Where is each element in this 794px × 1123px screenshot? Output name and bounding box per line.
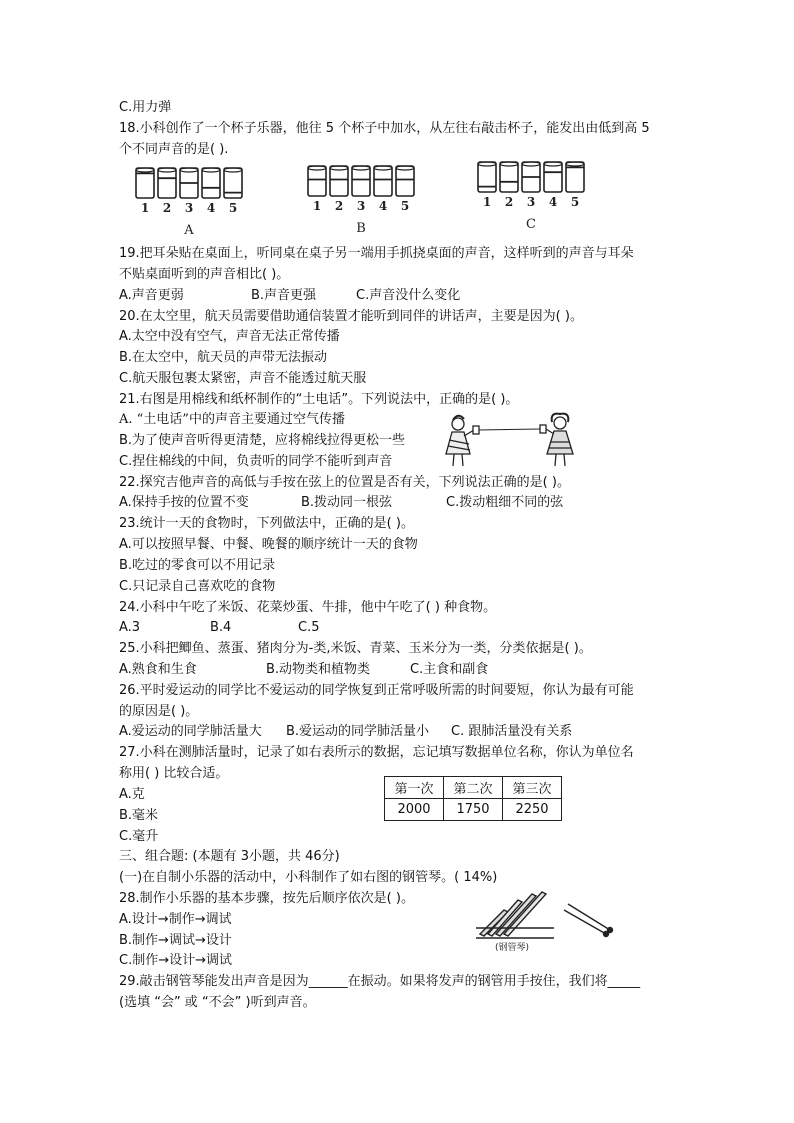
q22-option-c: C.拨动粗细不同的弦 (446, 495, 564, 510)
q28-stem: 28.制作小乐器的基本步骤，按先后顺序依次是( )。 (119, 891, 414, 906)
q21-option-c: C.捏住棉线的中间，负责听的同学不能听到声音 (119, 454, 393, 469)
cup-number: 1 (312, 199, 322, 213)
q19-option-a: A.声音更弱 (119, 288, 184, 303)
pipe-xylophone-figure (474, 890, 624, 952)
q20-option-b: B.在太空中，航天员的声带无法振动 (119, 350, 328, 365)
cup-number: 2 (162, 201, 172, 215)
q19-stem: 19.把耳朵贴在桌面上，听同桌在桌子另一端用手抓挠桌面的声音，这样听到的声音与耳朵 (119, 246, 634, 261)
cup-number: 2 (334, 199, 344, 213)
cup-number: 3 (526, 195, 536, 209)
q24-option-a: A.3 (119, 620, 141, 635)
section-3-heading: 三、组合题: (本题有 3小题，共 46分) (119, 849, 340, 864)
q21-option-b: B.为了使声音听得更清楚，应将棉线拉得更松一些 (119, 433, 406, 448)
q25-option-a: A.熟食和生食 (119, 662, 197, 677)
q26-stem: 26.平时爱运动的同学比不爱运动的同学恢复到正常呼吸所需的时间要短，你认为最有可能 (119, 683, 634, 698)
q22-option-b: B.拨动同一根弦 (301, 495, 393, 510)
q19-option-c: C.声音没什么变化 (356, 288, 461, 303)
q25-option-b: B.动物类和植物类 (266, 662, 371, 677)
q25-stem: 25.小科把鲫鱼、蒸蛋、猪肉分为-类,米饭、青菜、玉米分为一类，分类依据是( )。 (119, 641, 592, 656)
cup-number: 3 (184, 201, 194, 215)
q26-option-c: C. 跟肺活量没有关系 (451, 724, 573, 739)
table-row (385, 799, 562, 821)
cup-number: 5 (400, 199, 410, 213)
q26-option-a: A.爱运动的同学肺活量大 (119, 724, 262, 739)
pipe-figure-caption: (钢管琴) (494, 943, 530, 952)
q28-option-a: A.设计→制作→调试 (119, 912, 232, 927)
q24-option-b: B.4 (210, 620, 232, 635)
table-header-row (385, 777, 562, 799)
cup-group-label: B (356, 221, 366, 236)
q26-stem-cont: 的原因是( )。 (119, 704, 199, 719)
q29-stem: 29.敲击钢管琴能发出声音是因为______在振动。如果将发声的钢管用手按住，我们将_____ (119, 974, 641, 989)
q27-option-c: C.毫升 (119, 829, 159, 844)
q23-option-c: C.只记录自己喜欢吃的食物 (119, 579, 276, 594)
q27-option-b: B.毫米 (119, 808, 159, 823)
table-header-cell: 第三次 (503, 777, 562, 799)
tin-can-telephone-figure (440, 410, 580, 470)
cup-number: 1 (482, 195, 492, 209)
table-cell: 1750 (444, 799, 503, 821)
q21-stem: 21.右图是用棉线和纸杯制作的“土电话”。下列说法中，正确的是( )。 (119, 392, 519, 407)
cup-number: 5 (570, 195, 580, 209)
q18-stem-cont: 个不同声音的是( ). (119, 142, 229, 157)
q19-option-b: B.声音更强 (251, 288, 317, 303)
q24-stem: 24.小科中午吃了米饭、花菜炒蛋、牛排，他中午吃了( ) 种食物。 (119, 600, 497, 615)
table-cell: 2250 (503, 799, 562, 821)
q26-option-b: B.爱运动的同学肺活量小 (286, 724, 430, 739)
cup-number: 4 (548, 195, 558, 209)
q22-option-a: A.保持手按的位置不变 (119, 495, 249, 510)
q27-option-a: A.克 (119, 787, 145, 802)
cup-number: 3 (356, 199, 366, 213)
q19-stem-cont: 不贴桌面听到的声音相比( )。 (119, 267, 290, 282)
part-1-intro: (一)在自制小乐器的活动中，小科制作了如右图的钢管琴。( 14%) (119, 870, 498, 885)
q22-stem: 22.探究吉他声音的高低与手按在弦上的位置是否有关，下列说法正确的是( )。 (119, 475, 570, 490)
q27-stem: 27.小科在测肺活量时，记录了如右表所示的数据，忘记填写数据单位名称，你认为单位名 (119, 745, 634, 760)
cup-number: 2 (504, 195, 514, 209)
q17-option-c: C.用力弹 (119, 100, 172, 115)
cups-figure (128, 160, 598, 242)
cup-number: 1 (140, 201, 150, 215)
cup-number: 4 (206, 201, 216, 215)
q20-option-a: A.太空中没有空气，声音无法正常传播 (119, 329, 340, 344)
lung-capacity-table (384, 776, 562, 821)
q28-option-c: C.制作→设计→调试 (119, 953, 232, 968)
q25-option-c: C.主食和副食 (410, 662, 489, 677)
table-header-cell: 第二次 (444, 777, 503, 799)
q23-option-b: B.吃过的零食可以不用记录 (119, 558, 276, 573)
q29-stem-cont: (选填 “会” 或 “不会” )听到声音。 (119, 995, 316, 1010)
cup-number: 5 (228, 201, 238, 215)
q23-stem: 23.统计一天的食物时，下列做法中，正确的是( )。 (119, 516, 414, 531)
table-cell: 2000 (385, 799, 444, 821)
q27-stem-cont: 称用( ) 比较合适。 (119, 766, 229, 781)
q24-option-c: C.5 (298, 620, 320, 635)
cup-group-label: C (526, 217, 536, 232)
cup-number: 4 (378, 199, 388, 213)
q18-stem: 18.小科创作了一个杯子乐器，他往 5 个杯子中加水，从左往右敲击杯子，能发出由低到高 5 (119, 121, 650, 136)
q21-option-a: A. “土电话”中的声音主要通过空气传播 (119, 412, 345, 427)
q28-option-b: B.制作→调试→设计 (119, 933, 232, 948)
table-header-cell: 第一次 (385, 777, 444, 799)
q20-option-c: C.航天服包裹太紧密，声音不能透过航天服 (119, 371, 367, 386)
q23-option-a: A.可以按照早餐、中餐、晚餐的顺序统计一天的食物 (119, 537, 418, 552)
q20-stem: 20.在太空里，航天员需要借助通信装置才能听到同伴的讲话声，主要是因为( )。 (119, 309, 583, 324)
cup-group-label: A (184, 223, 194, 238)
